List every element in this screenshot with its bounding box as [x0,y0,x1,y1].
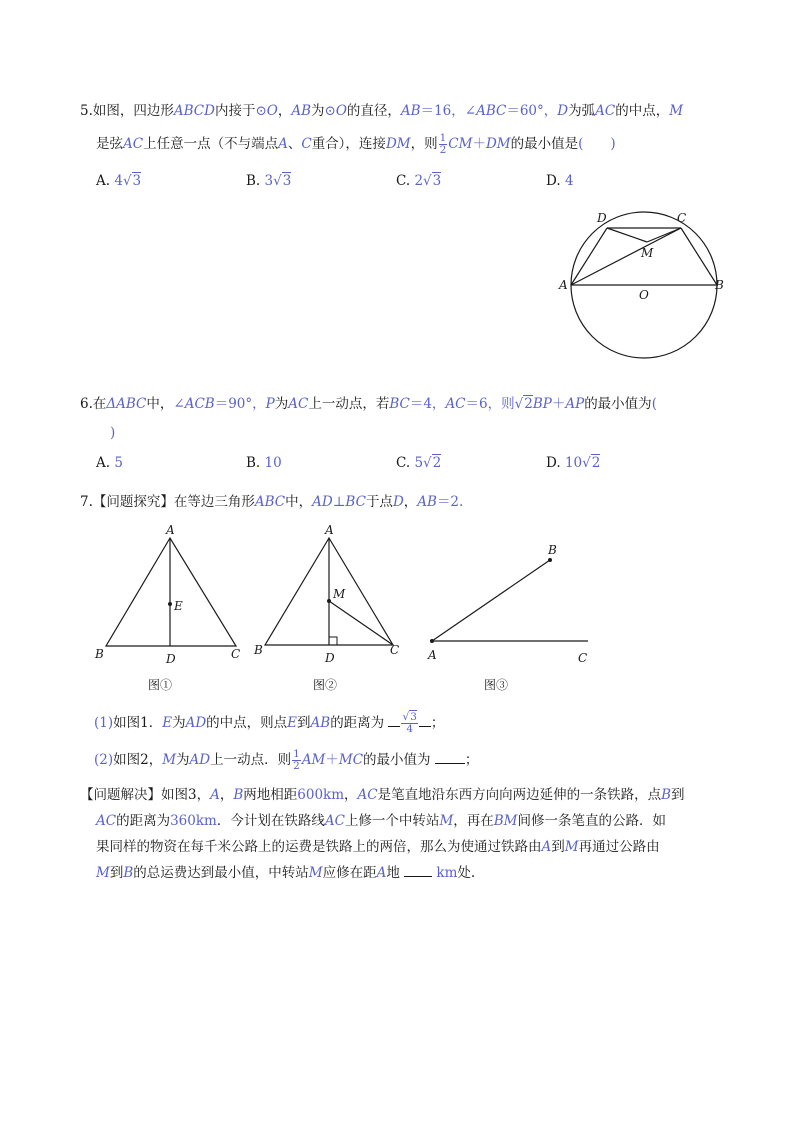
figure-3-caption: 图③ [484,678,509,692]
q6-option-b[interactable]: B. 10 [246,455,282,471]
answer-blank-3[interactable] [404,876,432,877]
q6-option-d[interactable]: D. 10√2 [546,455,601,471]
segment-ab [432,560,550,641]
q5-line1: 5.如图，四边形ABCD内接于⊙O，AB为⊙O的直径，AB＝16，∠ABC＝60°，D为弧AC的中点，M [80,103,684,119]
q7-solve-line1: 【问题解决】如图3，A，B两地相距600km，AC是笔直地沿东西方向向两边延伸的一条铁路，点B到 [80,787,685,803]
svg-text:A: A [428,648,437,662]
svg-text:B: B [548,543,557,557]
q6-option-c[interactable]: C. 5√2 [396,455,442,471]
svg-text:A: A [166,523,175,537]
q7-intro: 7.【问题探究】在等边三角形ABC中，AD⊥BC于点D，AB＝2. [80,494,464,510]
figure-1-caption: 图① [148,678,173,692]
q5-number: 5. [80,103,93,119]
answer-blank-2[interactable] [435,763,465,764]
svg-text:A: A [325,523,334,537]
svg-text:A: A [559,278,568,292]
figure-1 [90,522,250,697]
q5-option-b[interactable]: B. 3√3 [246,173,292,189]
q7-solve-line2: AC的距离为360km．今计划在铁路线AC上修一个中转站M，再在BM间修一条笔直的公路．如 [96,813,667,829]
figure-3 [420,538,600,697]
fraction-one-half: $\frac{1}{2}$ [293,748,300,772]
svg-text:C: C [231,647,241,661]
chord-ac [571,228,681,285]
q5-option-c[interactable]: C. 2√3 [396,173,442,189]
answer-fraction: $\frac{√3}{4}$ [402,711,417,735]
svg-text:E: E [174,599,183,613]
point-a [430,639,434,643]
q6-option-a[interactable]: A. 5 [96,455,123,471]
svg-text:D: D [325,651,335,665]
svg-text:B: B [254,643,263,657]
q6-line2: ) [110,425,116,441]
svg-text:O: O [639,288,649,302]
triangle-abc [106,538,236,646]
fraction-one-half: $\frac{1}{2}$ [439,132,447,156]
q7-number: 7. [80,494,93,510]
q5-option-d[interactable]: D. 4 [546,173,574,189]
q7-part2: (2)如图2，M为AD上一动点．则 $\frac{1}{2}$ AM＋MC的最小值为 ； [94,748,479,772]
q7-part1: (1)如图1．E为AD的中点，则点E到AB的距离为 $\frac{√3}{4}$ ； [94,711,445,735]
point-e [168,602,172,606]
q5-option-a[interactable]: A. 4√3 [96,173,142,189]
svg-text:C: C [578,651,588,665]
svg-text:M: M [641,246,654,260]
svg-text:C: C [390,643,400,657]
q5-line2: 是弦AC上任意一点（不与端点A、C重合），连接DM，则 $\frac{1}{2}$ CM＋DM的最小值是( ) [96,132,616,156]
segment-dm [607,228,647,242]
q7-solve-line4: M到B的总运费达到最小值，中转站M应修在距A地 km处. [96,865,476,881]
svg-text:B: B [715,278,724,292]
segment-mc [329,601,393,645]
q5-circle-figure [555,205,735,375]
q7-solve-line3: 果同样的物资在每千米公路上的运费是铁路上的两倍，那么为使通过铁路由A到M再通过公路由 [96,839,660,855]
point-b [548,558,552,562]
q6-number: 6. [80,396,93,412]
q6-line1: 6.在ΔABC中，∠ACB＝90°，P为AC上一动点，若BC＝4，AC＝6，则√2BP＋AP的最小值为( [80,396,657,412]
point-m [327,599,331,603]
svg-text:D: D [166,652,176,666]
svg-text:B: B [95,647,104,661]
svg-text:C: C [677,211,687,225]
figure-2 [252,518,412,697]
svg-text:M: M [333,587,346,601]
figure-2-caption: 图② [313,678,338,692]
svg-text:D: D [597,211,607,225]
right-angle-mark [329,637,337,645]
